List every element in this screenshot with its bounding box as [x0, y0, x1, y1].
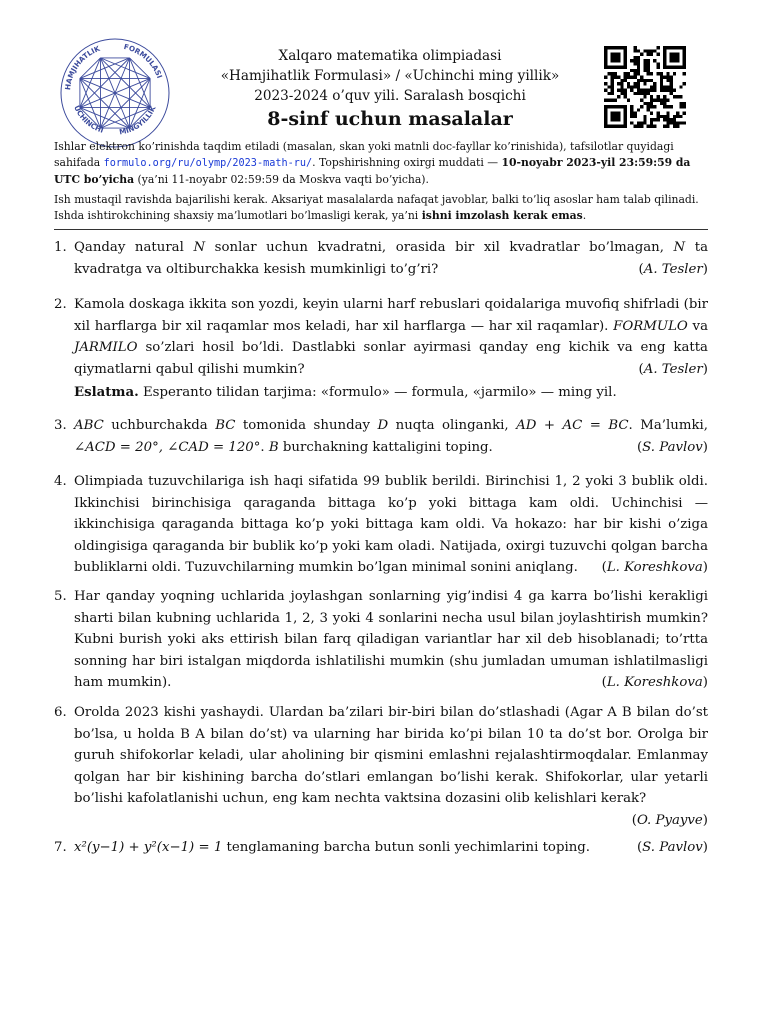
header-line-2: «Hamjihatlik Formulasi» / «Uchinchi ming yillik» — [220, 68, 560, 84]
intro-text: Ish mustaqil ravishda bajarilishi kerak. Aksariyat masalalarda nafaqat javoblar, balki to’liq asoslar ham talab qilinadi. Ishda ishtirokchining shaxsiy ma’lumotlari bo’lmasligi kerak, ya’ni — [54, 193, 699, 223]
problem-number: 7. — [54, 840, 67, 855]
problem-4 — [54, 471, 708, 579]
problem-text: . — [260, 439, 269, 455]
math: JARMILO — [74, 340, 138, 356]
intro-text: Ishlar elektron ko’rinishda taqdim etiladi (masalan, skan yoki matnli doc-fayllar ko’rinishida), tafsilotlar quyidagi sahifada — [54, 140, 674, 170]
problem-3 — [54, 415, 708, 458]
problem-author: ( S. Pavlov ) — [637, 437, 708, 459]
math: FORMULO — [613, 318, 688, 334]
math: ABC — [74, 418, 104, 433]
problem-text: sonlar uchun kvadratni, orasida bir xil kvadratlar bo’lmagan, — [205, 240, 674, 255]
logo-word-4: MINGYILLIK — [118, 104, 158, 137]
logo-word-3: UCHINCHI — [72, 103, 105, 135]
problem-text: Olimpiada tuzuvchilariga ish haqi sifatida 99 bublik berildi. Birinchisi 1, 2 yoki 3 bublik oldi. Ikkinchisi birinchisiga qaraganda bittaga ko’p yoki bittaga kam oldi. Uchinchisi — ikkinchisiga qaraganda bittaga ko’p yoki bittaga kam oldi. Va hokazo: har bir kishi o’ziga oldingisiga qaraganda bir bublik ko’p yoki kam oladi. Natijada, oxirgi tuzuvchi qolgan barcha bubliklarni oldi. Tuzuvchilarning mumkin bo’lgan minimal sonini aniqlang. — [74, 474, 708, 576]
math: D — [377, 418, 389, 433]
problem-2 — [54, 294, 708, 380]
intro-text: (ya’ni 11-noyabr 02:59:59 da Moskva vaqti bo’yicha). — [134, 173, 429, 187]
problem-author: ( L. Koreshkova ) — [602, 672, 708, 694]
problem-number: 1. — [54, 240, 67, 255]
problem-text: ta kvadratga va oltiburchakka kesish mumkinligi to’g’ri? — [74, 240, 709, 277]
problem-author: ( O. Pyayve ) — [632, 813, 708, 828]
note-text: Esperanto tilidan tarjima: «formulo» — formula, «jarmilo» — ming yil. — [138, 385, 617, 400]
problem-text: va — [687, 318, 708, 334]
problem-text: so’zlari hosil bo’ldi. Dastlabki sonlar ayirmasi qanday eng kichik va eng katta qiymatlarni qabul qilishi mumkin? — [74, 340, 708, 377]
intro-text: . — [582, 209, 587, 223]
logo-word-1: HAMJIHATLIK — [63, 43, 102, 91]
problem-7 — [54, 837, 708, 859]
problem-text: Qanday natural — [74, 240, 194, 255]
svg-text:MINGYILLIK — [118, 104, 157, 136]
problem-text: . Ma’lumki, — [628, 418, 708, 433]
intro-paragraph-2 — [54, 192, 714, 224]
problem-author: ( A. Tesler ) — [639, 359, 708, 381]
math: N — [193, 240, 206, 255]
problem-6 — [54, 702, 708, 832]
problem-2-note — [74, 382, 708, 404]
problem-5 — [54, 586, 708, 694]
problem-text: tomonida shunday — [235, 418, 378, 433]
math: BC — [215, 418, 236, 433]
deadline-text: 10-noyabr 2023-yil 23:59:59 da UTC bo’yicha — [54, 156, 691, 187]
olympiad-link[interactable]: formulo.org/ru/olymp/2023-math-ru/ — [103, 158, 313, 170]
math-equation: x²(y−1) + y²(x−1) = 1 — [74, 840, 223, 855]
header-line-3: 2023-2024 o’quv yili. Saralash bosqichi — [254, 88, 526, 104]
problem-1 — [54, 237, 708, 280]
header-line-1: Xalqaro matematika olimpiadasi — [278, 48, 502, 64]
olympiad-logo — [58, 36, 172, 150]
problem-number: 3. — [54, 418, 67, 433]
qr-code — [604, 46, 686, 128]
no-signature-text: ishni imzolash kerak emas — [421, 209, 583, 223]
problem-number: 5. — [54, 589, 67, 604]
problem-text: Orolda 2023 kishi yashaydi. Ulardan ba’zilari bir-biri bilan do’stlashadi (Agar A B bilan do’st bo’lsa, u holda B A bilan do’st) va ularning har birida ko’pi bilan 10 ta do’st bor. Orolga bir guruh shifokorlar keladi, ular aholining bir qismini emlashni rejalashtirmoqdalar. Emlanmay qolgan har bir kishining barcha do’stlari emlangan bo’lishi kerak. Shifokorlar, ular yetarli bo’lishi kafolatlanishi uchun, eng kam nechta vaktsina dozasini olib kelishlari kerak? — [74, 705, 708, 807]
divider — [54, 229, 708, 230]
intro-text: . Topshirishning oxirgi muddati — — [312, 156, 502, 170]
math: N — [673, 240, 686, 255]
problem-text: nuqta olinganki, — [388, 418, 517, 433]
problem-number: 4. — [54, 474, 67, 489]
problem-text: uchburchakda — [103, 418, 216, 433]
problem-text: Har qanday yoqning uchlarida joylashgan sonlarning yig’indisi 4 ga karra bo’lishi kerakligi sharti bilan kubning uchlarida 1, 2, 3 yoki 4 sonlarini necha usul bilan joylashtirish mumkin? Kubni burish yoki aks ettirish bilan farq qiladigan variantlar har xil deb hisoblanadi; to’rtta sonning har biri istalgan miqdorda ishlatilishi mumkin (shu jumladan umuman ishlatilmasligi ham mumkin). — [74, 589, 708, 691]
math: ∠ACD = 20°, ∠CAD = 120° — [74, 439, 261, 455]
intro-paragraph-1 — [54, 139, 714, 189]
page-title: 8-sinf uchun masalalar — [267, 108, 513, 130]
problem-author: ( A. Tesler ) — [639, 259, 708, 281]
problem-number: 2. — [54, 297, 67, 312]
math: B — [268, 439, 279, 455]
problem-number: 6. — [54, 705, 67, 720]
problem-author: ( S. Pavlov ) — [637, 837, 708, 859]
logo-word-2: FORMULASI — [122, 41, 165, 80]
problem-text: Kamola doskaga ikkita son yozdi, keyin ularni harf rebuslari qoidalariga muvofiq shifrladi (bir xil harflarga bir xil raqamlar mos keladi, har xil harflarga — har xil raqamlar). — [74, 297, 708, 334]
problem-text: tenglamaning barcha butun sonli yechimlarini toping. — [222, 840, 591, 855]
note-label: Eslatma. — [74, 385, 139, 400]
problem-text: burchakning kattaligini toping. — [278, 439, 493, 455]
math: AD + AC = BC — [516, 418, 629, 433]
problem-author: ( L. Koreshkova ) — [602, 557, 708, 579]
